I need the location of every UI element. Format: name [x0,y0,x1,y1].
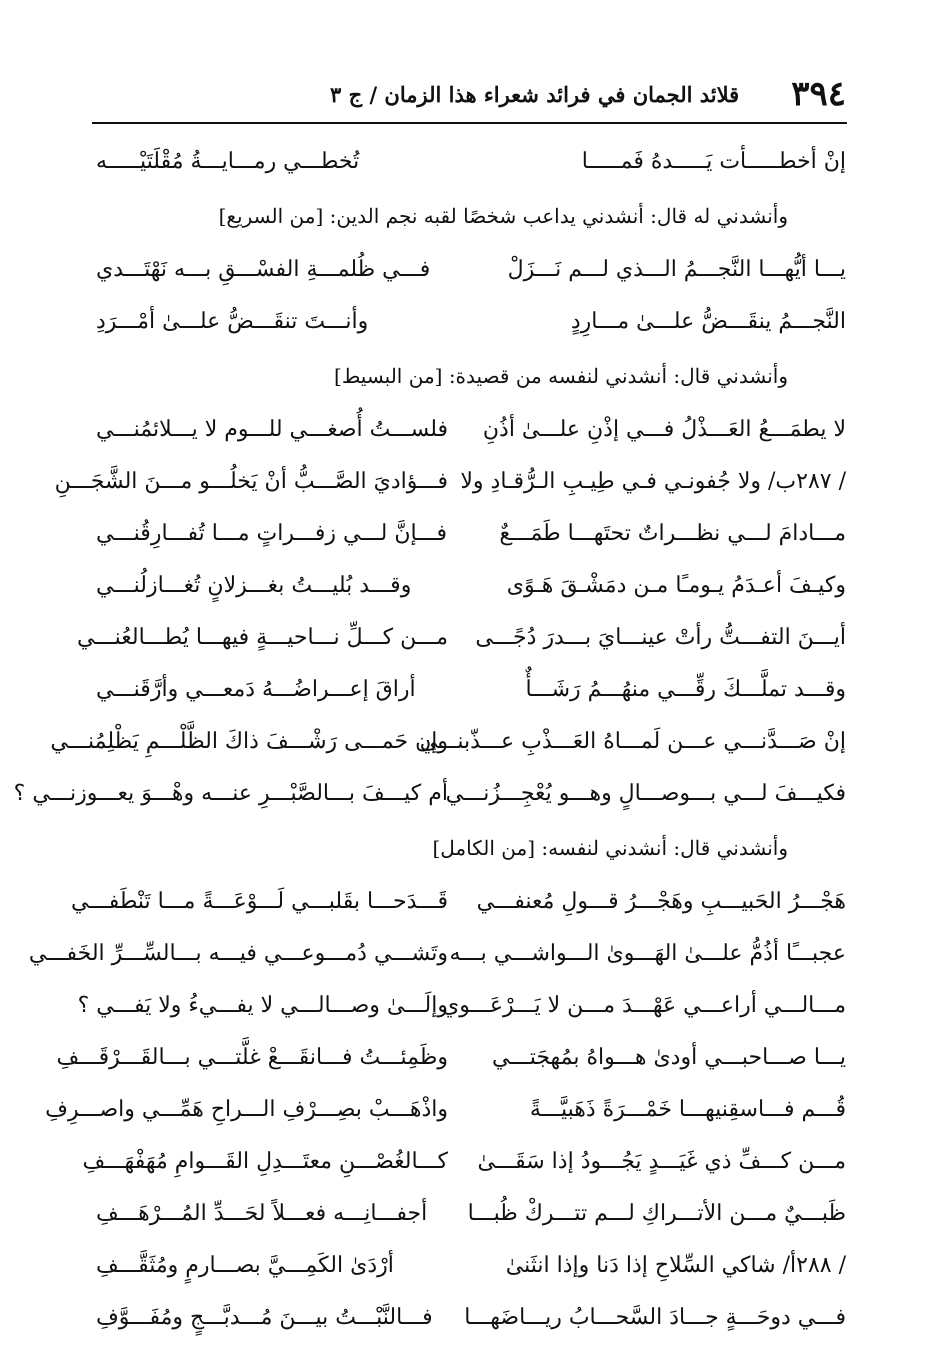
verse-second-hemistich: وإن حَمـــى رَشْـــفَ ذاكَ الظَّلْـــمِ يَظْلِمُنـــي [50,729,448,754]
verse-second-hemistich: أرْدَىٰ الكَمِـــيَّ بصـــارمٍ ومُثَقَّـــفِ [96,1253,394,1278]
verse-second-hemistich: أجفـــانِـــه فعـــلاً لحَـــدِّ المُـــرْهَـــفِ [96,1201,428,1226]
verse-line [96,1240,846,1292]
verse-line [96,404,846,456]
verse-line [45,1084,846,1136]
verse-second-hemistich: أم كيـــفَ بـــالصَّبْـــرِ عنـــه وهْـــوَ يعـــوزنـــي ؟ [13,781,448,806]
verse-first-hemistich: لا يطمَـــعُ العَـــذْلُ فـــي إذْنِ علـــىٰ أذُنِ [482,417,846,442]
verse-first-hemistich: قُـــم فـــاسقِنيهـــا خَمْـــرَةً ذَهَبيَّـــةً [529,1097,846,1122]
verse-line [71,876,846,928]
verse-second-hemistich: فـــؤاديَ الصَّـــبُّ أنْ يَخلُـــو مـــنَ الشَّجَـــنِ [54,469,448,494]
running-header [96,70,846,118]
verse-second-hemistich: أراقَ إعـــراضُـــهُ دَمعـــي وأرَّقَنـــي [96,677,416,702]
verse-line [56,1032,846,1084]
verse-line [96,1188,846,1240]
verse-second-hemistich: كـــالغُصْـــنِ معتَـــدِلِ القَـــوامِ مُهَفْهَـــفِ [82,1149,448,1174]
verse-line [82,1136,846,1188]
verse-line [96,664,846,716]
verse-first-hemistich: إنْ أخطـــــأت يَـــــدهُ فَمـــــا [581,149,846,174]
verse-line [96,560,846,612]
verse-first-hemistich: يـــا أيُّهـــا النَّجـــمُ الـــذي لـــم نَـــزَلْ [507,257,846,282]
verse-first-hemistich: هَجْـــرُ الحَبيـــبِ وهَجْـــرُ قـــولِ مُعنفـــي [476,889,846,914]
verse-first-hemistich: / ٢٨٧ب/ ولا جُفونـي فـي طِيـبِ الـرُّقـادِ ولا [460,469,846,494]
verse-first-hemistich: مـــادامَ لـــي نظـــراتٌ تحتَهـــا طَمَـــعٌ [499,521,846,546]
verse-first-hemistich: مـــن كـــفِّ ذي غَيَـــدٍ يَجُـــودُ إذا سَقَـــىٰ [477,1149,846,1174]
verse-line [96,508,846,560]
verse-first-hemistich: فكيـــفَ لـــي بـــوصـــالٍ وهـــو يُعْجِـــزُنـــي [445,781,846,806]
verse-line [54,456,846,508]
verse-first-hemistich: مـــالـــي أراعـــي عَهْـــدَ مـــن لا يَـــرْعَـــوي [441,993,846,1018]
verse-second-hemistich: فـــالنَّبْـــتُ بيـــنَ مُـــدبَّـــجٍ ومُفَـــوَّفِ [96,1305,433,1330]
verse-second-hemistich: قَـــدَحـــا بقَلبـــي لَـــوْعَـــةً مـــا تَنْطَفـــي [71,889,448,914]
verse-second-hemistich: فـــإنَّ لـــي زفـــراتٍ مـــا تُفـــارِقُنـــي [96,521,448,546]
section-intro: وأنشدني قال: أنشدني لنفسه: [من الكامل] [432,836,788,860]
verse-second-hemistich: وتَشـــي دُمـــوعـــي فيـــه بـــالسِّـــرِّ الخَفـــي [28,941,448,966]
verse-line [96,136,846,188]
verse-line [96,1292,846,1344]
verse-second-hemistich: فلســـتُ أُصغـــي للـــوم لا يـــلائمُنـــي [95,417,448,442]
verse-first-hemistich: وكيـفَ أعـدَمُ يـومـًا مـن دمَشْـقَ هَـوًى [506,573,846,598]
header-rule [92,122,847,124]
verse-first-hemistich: أيـــنَ التفـــتُّ رأتْ عينـــايَ بـــدرَ دُجًـــى [475,625,846,650]
verse-second-hemistich: وظَمِئـــتُ فـــانقَـــعْ غلَّتـــي بـــالقَـــرْقَـــفِ [56,1045,448,1070]
section-intro: وأنشدني له قال: أنشدني يداعب شخصًا لقبه نجم الدين: [من السريع] [218,204,788,228]
verse-first-hemistich: / ٢٨٨أ/ شاكي السِّلاحِ إذا دَنا وإذا انثَنىٰ [505,1253,846,1278]
verse-second-hemistich: فـــي ظُلمـــةِ الفسْـــقِ بـــه نَهْتَـــدي [96,257,431,282]
book-title: قلائد الجمان في فرائد شعراء هذا الزمان / ج ٣ [329,81,740,107]
verse-second-hemistich: وأنـــتَ تنقَـــضُّ علـــىٰ أمْـــرَدِ [96,309,369,334]
verse-first-hemistich: فـــي دوحَـــةٍ جـــادَ السَّحـــابُ ريـــاضَهـــا [464,1305,846,1330]
verse-first-hemistich: يـــا صـــاحبـــي أودىٰ هـــواهُ بمُهجَتـــي [492,1045,846,1070]
verse-first-hemistich: إنْ صَـــدَّنـــي عـــن لَمـــاهُ العَـــذْبِ عـــذّبنـــي [419,729,846,754]
verse-second-hemistich: واذْهَـــبْ بصِـــرْفِ الـــراحِ هَمِّـــي واصـــرِفِ [45,1097,448,1122]
verse-first-hemistich: وقـــد تملَّـــكَ رقِّـــي منهُـــمُ رَشَـــأٌ [525,677,846,702]
verse-second-hemistich: وقـــد بُليـــتُ بغـــزلانٍ تُغـــازلُنـــي [96,573,412,598]
verse-line [28,928,846,980]
verse-first-hemistich: عجبـــًا أذُمُّ علـــىٰ الهَـــوىٰ الـــواشـــي بـــه [449,941,846,966]
verse-line [77,980,846,1032]
poem-body [13,136,846,1344]
verse-line [13,768,846,820]
verse-first-hemistich: النَّجـــمُ ينقَـــضُّ علـــىٰ مـــارِدٍ [570,309,846,334]
verse-first-hemistich: ظَبـــيٌ مـــن الأتـــراكِ لـــم تتـــركْ ظُبـــا [467,1201,846,1226]
verse-second-hemistich: تُخطـــي رمـــايـــةُ مُقْلَتَيْـــــه [96,149,360,174]
verse-second-hemistich: مـــن كـــلِّ نـــاحيـــةٍ فيهـــا يُطـــالعُنـــي [76,625,448,650]
verse-line [96,244,846,296]
verse-line [76,612,846,664]
page-number: ٣٩٤ [791,74,846,114]
verse-second-hemistich: وإلَـــىٰ وصـــالـــي لا يفـــيءُ ولا يَفـــي ؟ [77,993,448,1018]
section-intro: وأنشدني قال: أنشدني لنفسه من قصيدة: [من البسيط] [334,364,788,388]
verse-line [50,716,846,768]
verse-line [96,296,846,348]
